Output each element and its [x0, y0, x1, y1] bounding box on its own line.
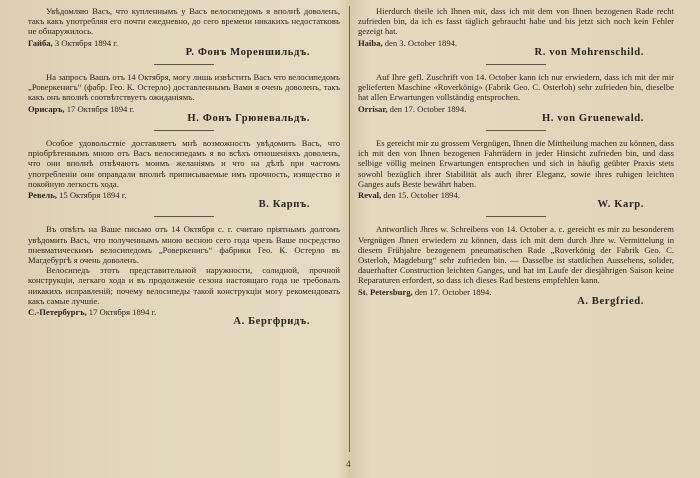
date: den 17. October 1894. [414, 286, 492, 297]
place: Haiba, [358, 37, 383, 48]
separator-rule [486, 64, 546, 65]
separator-rule [486, 130, 546, 131]
testimonial-text: Hierdurch theile ich Ihnen mit, dass ich mit dem von Ihnen bezogenen Rade recht zufrieden bin, da ich es fasst täglich gebraucht habe und bis jetzt sich noch kein Fehler gezeigt hat. [358, 6, 674, 37]
separator-rule [154, 216, 214, 217]
testimonial-text: Es gereicht mir zu grossem Vergnügen, Ihnen die Mittheilung machen zu können, dass ich mit den von Ihnen bezogenen Fahrrädern in jeder Hinsicht zufrieden bin, und dass selbige völlig meinen Erwartungen entsprochen und sich in häufig geübter Praxis stets sowohl bezüglich ihrer Stabilität als auch ihrer Eleganz, sowie ihres ruhigen leichten Ganges aufs Beste bewährt haben. [358, 138, 674, 189]
place: St. Petersburg, [358, 286, 413, 297]
date: den 15. October 1894. [383, 190, 460, 201]
signature: В. Карпъ. [258, 199, 310, 211]
signature: Н. Фонъ Грюневальдъ. [187, 112, 310, 124]
signature: W. Karp. [597, 199, 644, 211]
page-number: 4 [346, 460, 351, 470]
testimonial-text: Antwortlich Jhres w. Schreibens von 14. October a. c. gereicht es mir zu besonderem Vergnügen Jhnen erwiedern zu können, dass ich mit dem durch Jhre w. Vermittelung in diesem Frühjahre bezogenem pneumatischen Rade „Roverkönig der Fabrik Geo. C. Osterloh, Magdeburg“ sehr zufrieden bin. — Dasselbe ist stattlichen Aussehens, solider, dauerhafter Construction leichten Ganges, und hat im Laufe der diesjährigen Saison keine Reparaturen erfordert, so dass ich dieses Rad bestens empfehlen kann. [358, 224, 674, 286]
testimonial-de-4 [358, 224, 674, 307]
testimonial-de-2 [358, 72, 674, 124]
signature: А. Бергфридъ. [233, 316, 310, 328]
date: 17 Октября 1894 г. [88, 307, 157, 318]
testimonial-text: Особое удовольствіе доставляетъ мнѣ возможность увѣдомить Васъ, что пріобрѣтеннымъ мною отъ Васъ велосипедамъ я во всѣхъ отношеніяхъ доволенъ, что они вполнѣ отвѣчаютъ моимъ желаніямъ и что на дѣлѣ при частомъ употребленіи они оправдали вполнѣ приписываемые имъ прочность, изящество и покойную легкость хода. [28, 138, 340, 189]
place: Ревель, [28, 190, 57, 201]
column-divider [349, 6, 350, 452]
place: Reval, [358, 190, 382, 201]
date: den 17. October 1894. [389, 103, 467, 114]
testimonial-de-3 [358, 138, 674, 210]
date: 3 Октября 1894 г. [54, 37, 118, 48]
separator-rule [486, 216, 546, 217]
testimonial-de-1 [358, 6, 674, 58]
signature: Р. Фонъ Мореншильдъ. [185, 46, 310, 58]
testimonial-text: Въ отвѣтъ на Ваше письмо отъ 14 Октября с. г. считаю пріятнымъ долгомъ увѣдомить Васъ, что полученнымъ мною весною сего года чрезъ Ваше посредство пневматическимъ велосипедомъ „Роверкенигъ“ фабрики Гео. К. Остерло въ Магдебургѣ я очень доволенъ. [28, 224, 340, 266]
signature: A. Bergfried. [577, 295, 644, 307]
separator-rule [154, 64, 214, 65]
testimonial-text: На запросъ Вашъ отъ 14 Октября, могу лишь извѣстить Васъ что велосипедомъ „Роверкенигъ“ (фабр. Гео. К. Остерло) доставленнымъ Вами я очень доволенъ, такъ какъ онъ вполнѣ соотвѣтствуетъ ожиданіямъ. [28, 72, 340, 103]
place: Орисаръ, [28, 103, 65, 114]
right-column-german [358, 6, 674, 458]
testimonial-ru-1 [28, 6, 340, 58]
testimonial-ru-4 [28, 224, 340, 327]
date: 15 Октября 1894 г. [59, 190, 127, 201]
place: Гайба, [28, 37, 53, 48]
testimonial-ru-3 [28, 138, 340, 210]
date: 17 Октября 1894 г. [66, 103, 135, 114]
separator-rule [154, 130, 214, 131]
testimonial-ru-2 [28, 72, 340, 124]
left-column-russian [28, 6, 340, 458]
date: den 3. October 1894. [384, 37, 458, 48]
testimonial-text: Велосипедъ этотъ представительной наружности, солидной, прочной конструкціи, легкаго хода и въ продолженіе сезона настоящаго года не требовалъ никакихъ исправленій; почему велосипеды такой конструкціи могу рекомендовать какъ самые лучшіе. [28, 265, 340, 306]
testimonial-text: Auf Ihre gefl. Zuschrift von 14. October kann ich nur erwiedern, dass ich mit der mir gelieferten Maschine «Roverkönig» (Fabrik Geo. C. Osterloh) sehr zufrieden bin, dieselbe hat allen Erwartungen vollständig entsprochen. [358, 72, 674, 103]
signature: R. von Mohrenschild. [534, 46, 644, 58]
place: С.-Петербургъ, [28, 307, 87, 318]
testimonial-text: Увѣдомляю Васъ, что купленнымъ у Васъ велосипедомъ я вполнѣ доволенъ, такъ какъ употребляя его почти ежедневно, до сего времени никакихъ недостатковъ не обнаружилось. [28, 6, 340, 37]
signature: H. von Gruenewald. [541, 112, 644, 124]
place: Orrisar, [358, 103, 388, 114]
